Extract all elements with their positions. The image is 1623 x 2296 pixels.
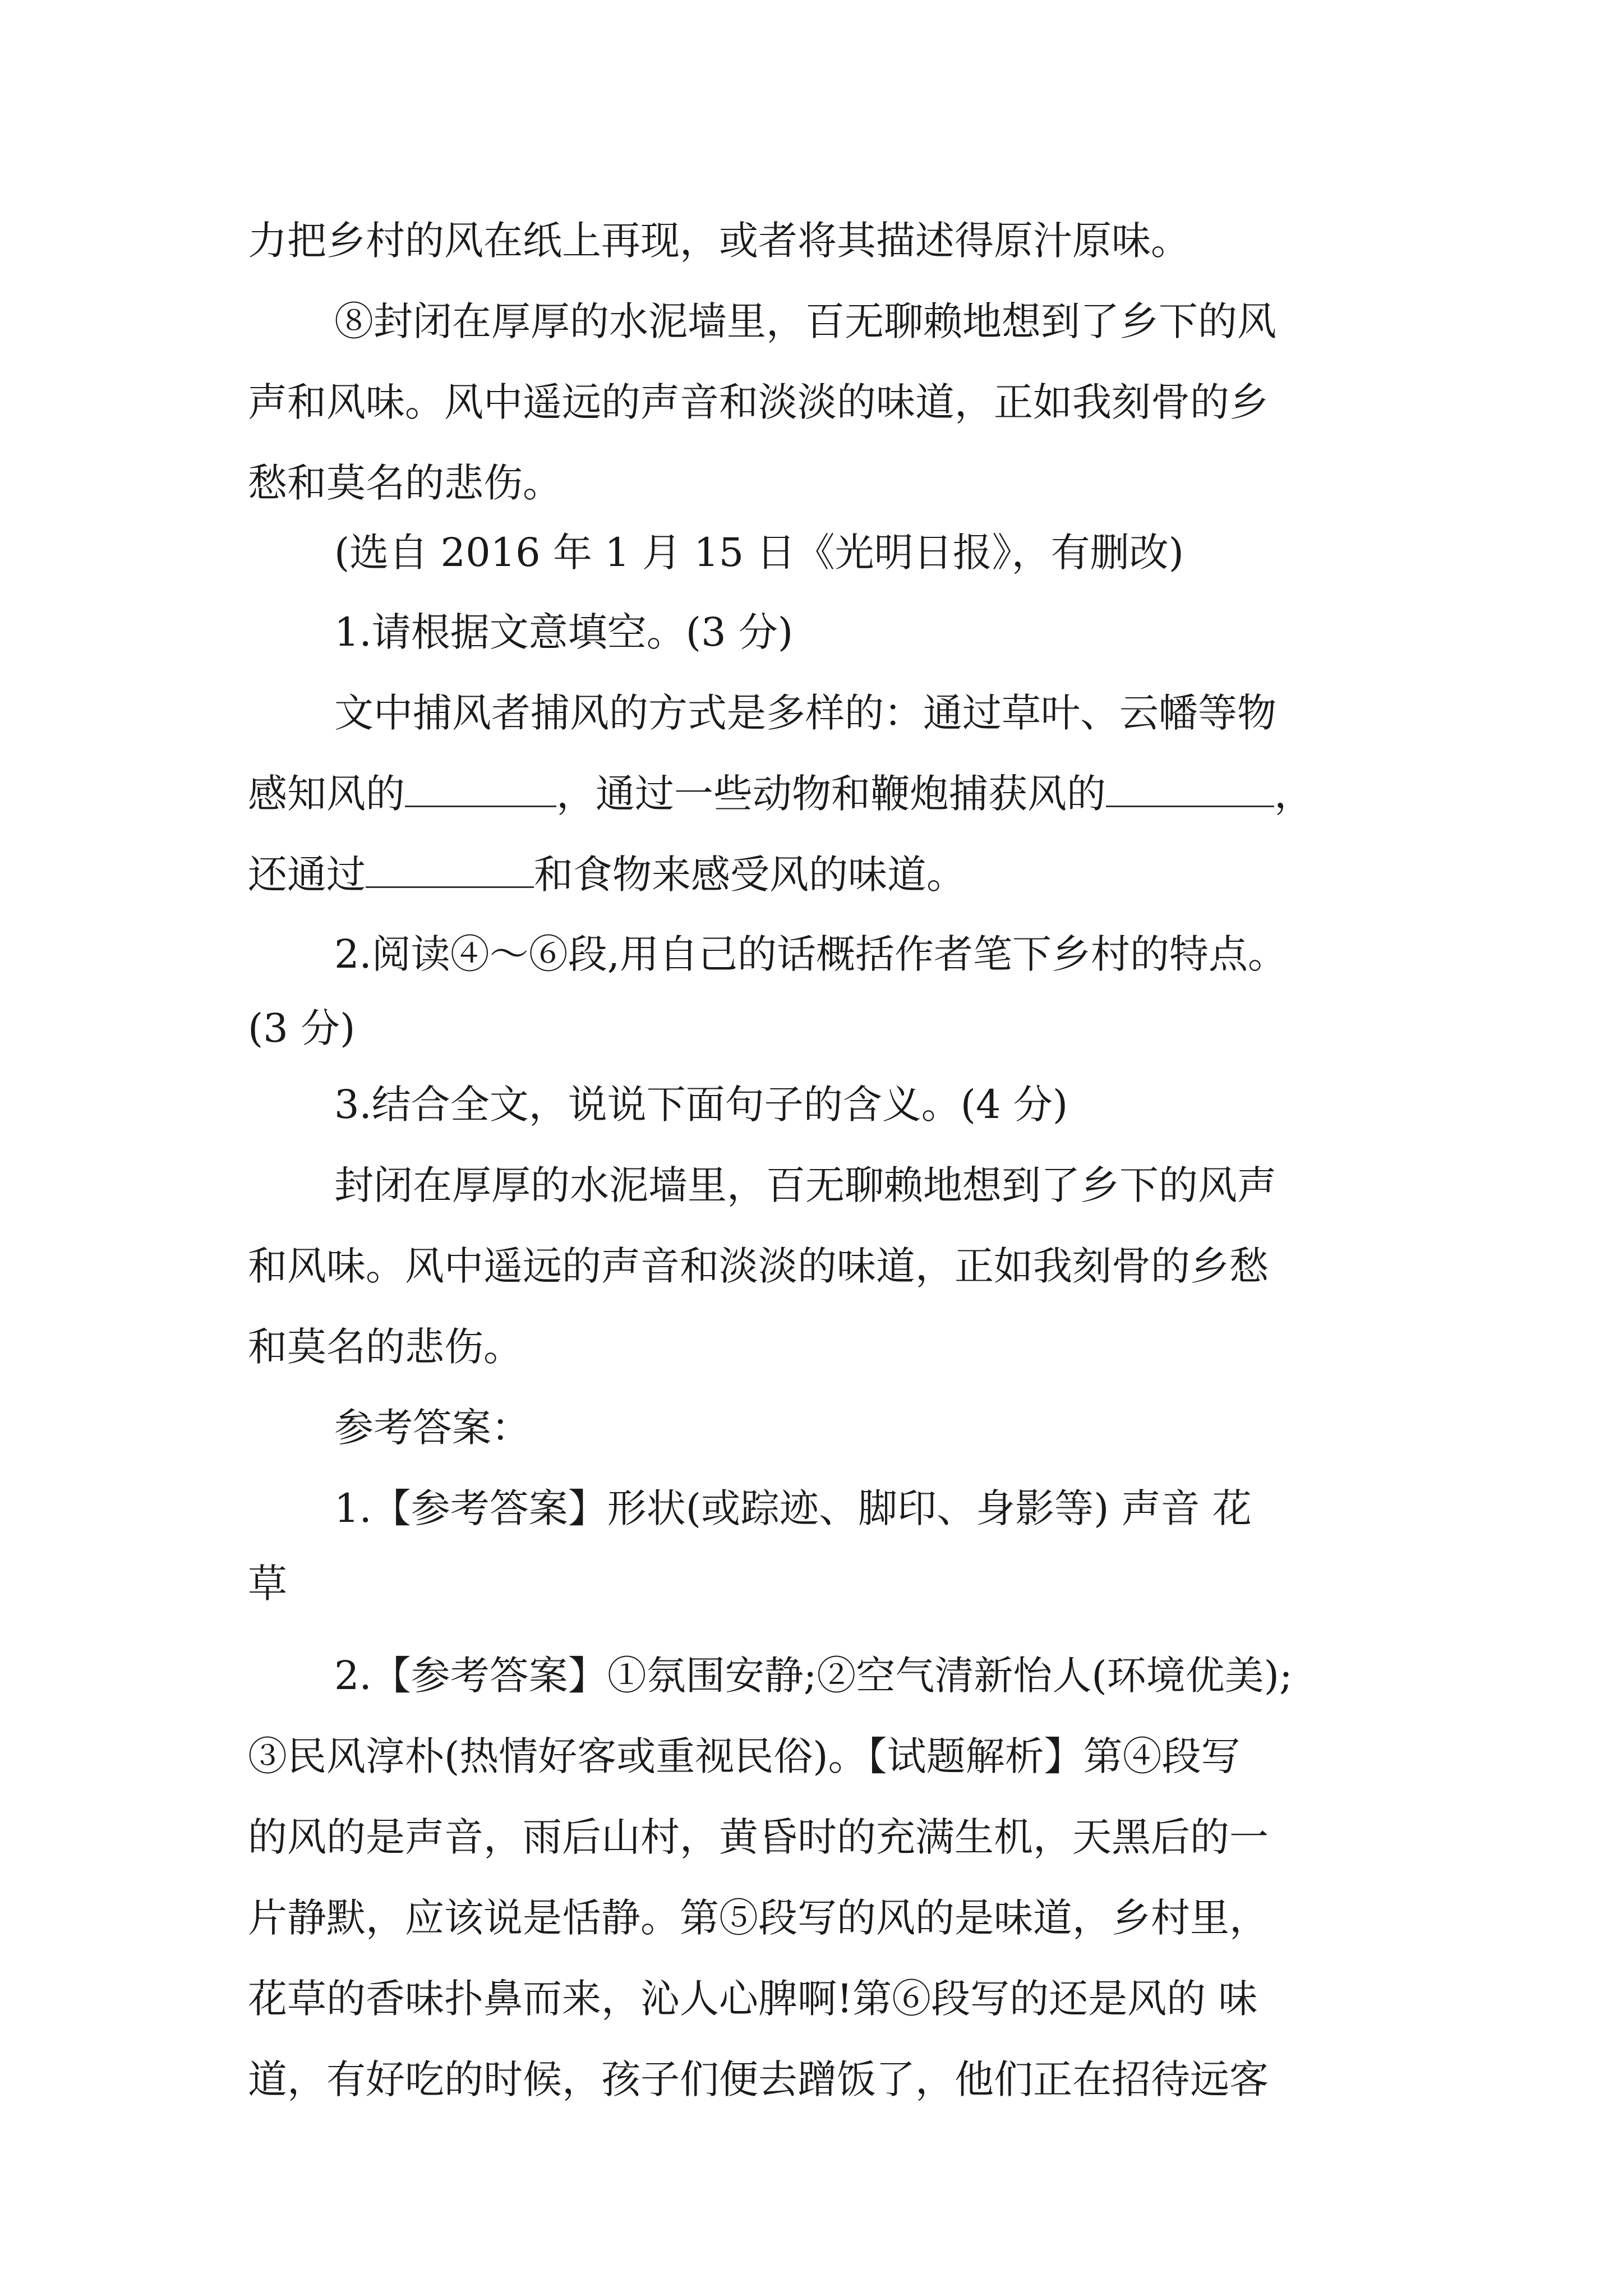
text-line: 的风的是声音，雨后山村，黄昏时的充满生机，天黑后的一 xyxy=(248,1814,1269,1860)
text-line: 愁和莫名的悲伤。 xyxy=(248,460,562,506)
text-line: ③民风淳朴(热情好客或重视民俗)。【试题解析】第④段写 xyxy=(248,1733,1241,1779)
text-line: 文中捕风者捕风的方式是多样的：通过草叶、云幡等物 xyxy=(334,690,1276,736)
answer-2: 2.【参考答案】①氛围安静;②空气清新怡人(环境优美); xyxy=(334,1653,1293,1699)
text-line: 片静默，应该说是恬静。第⑤段写的风的是味道，乡村里， xyxy=(248,1895,1269,1941)
answers-heading: 参考答案： xyxy=(334,1405,531,1451)
text-line: 花草的香味扑鼻而来，沁人心脾啊!第⑥段写的还是风的 味 xyxy=(248,1976,1258,2022)
text-segment: ，通过一些动物和鞭炮捕获风的 xyxy=(556,771,1106,817)
source-note: (选自 2016 年 1 月 15 日《光明日报》，有删改) xyxy=(334,530,1184,576)
text-line: 力把乡村的风在纸上再现，或者将其描述得原汁原味。 xyxy=(248,218,1190,264)
answer-1: 1.【参考答案】形状(或踪迹、脚印、身影等) 声音 花 xyxy=(334,1485,1252,1531)
fill-blank-line xyxy=(248,850,966,899)
question-1: 1.请根据文意填空。(3 分) xyxy=(334,609,794,655)
text-segment: ， xyxy=(1274,771,1313,817)
text-line: 封闭在厚厚的水泥墙里，百无聊赖地想到了乡下的风声 xyxy=(334,1162,1276,1208)
text-line: 声和风味。风中遥远的声音和淡淡的味道，正如我刻骨的乡 xyxy=(248,379,1269,425)
question-2: 2.阅读④～⑥段,用自己的话概括作者笔下乡村的特点。 xyxy=(334,931,1288,977)
text-line: (3 分) xyxy=(248,1005,356,1051)
text-line: 道，有好吃的时候，孩子们便去蹭饭了，他们正在招待远客 xyxy=(248,2056,1269,2102)
text-segment: 感知风的 xyxy=(248,771,405,817)
text-line: 和莫名的悲伤。 xyxy=(248,1324,523,1370)
text-segment: 还通过 xyxy=(248,852,366,898)
text-segment: 和食物来感受风的味道。 xyxy=(534,852,966,898)
answer-blank xyxy=(1106,771,1274,807)
answer-blank xyxy=(366,852,534,888)
question-3: 3.结合全文，说说下面句子的含义。(4 分) xyxy=(334,1082,1068,1128)
text-line: 草 xyxy=(248,1561,287,1607)
text-line: 和风味。风中遥远的声音和淡淡的味道，正如我刻骨的乡愁 xyxy=(248,1243,1269,1289)
fill-blank-line xyxy=(248,770,1313,818)
answer-blank xyxy=(405,771,556,807)
text-line: ⑧封闭在厚厚的水泥墙里，百无聊赖地想到了乡下的风 xyxy=(334,298,1276,344)
